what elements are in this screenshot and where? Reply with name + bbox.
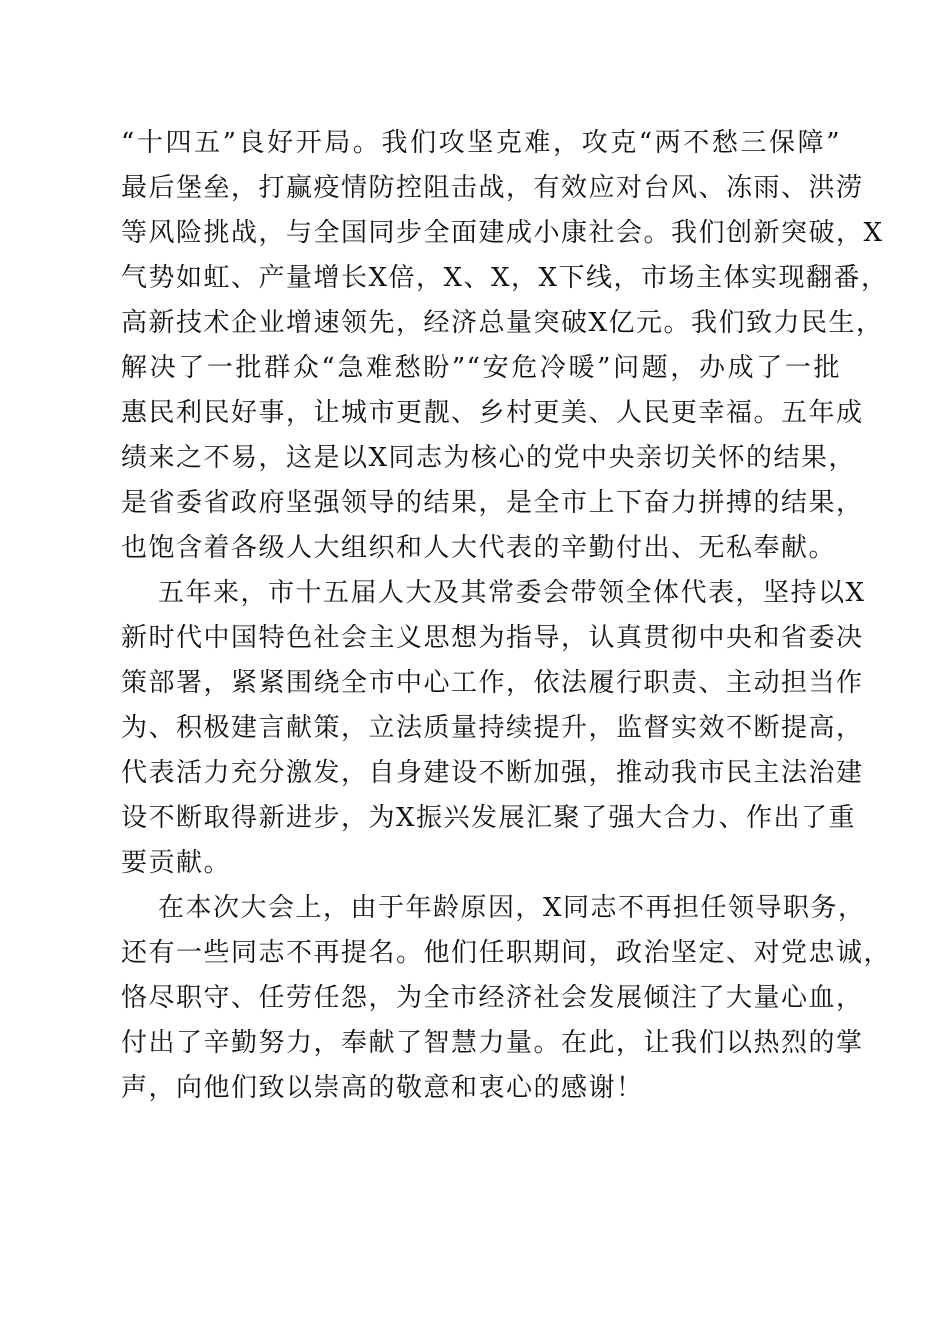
paragraph-2-line: 为、积极建言献策，立法质量持续提升，监督实效不断提高，	[121, 713, 864, 743]
paragraph-1-line: 解决了一批群众“急难愁盼”“安危冷暖”问题，办成了一批	[121, 353, 841, 383]
paragraph-3-line: 在本次大会上，由于年龄原因，X同志不再担任领导职务，	[158, 893, 866, 923]
paragraph-1-line: 也饱含着各级人大组织和人大代表的辛勤付出、无私奉献。	[121, 533, 837, 563]
paragraph-1-line: 高新技术企业增速领先，经济总量突破X亿元。我们致力民生，	[121, 308, 884, 338]
paragraph-3-line: 声，向他们致以崇高的敬意和衷心的感谢！	[121, 1073, 644, 1103]
paragraph-1-line: 气势如虹、产量增长X倍，X、X，X下线，市场主体实现翻番，	[121, 263, 889, 293]
paragraph-3-line: 恪尽职守、任劳任怨，为全市经济社会发展倾注了大量心血，	[121, 983, 864, 1013]
paragraph-3-line: 还有一些同志不再提名。他们任职期间，政治坚定、对党忠诚，	[121, 938, 892, 968]
paragraph-1-line: 是省委省政府坚强领导的结果，是全市上下奋力拼搏的结果，	[121, 488, 864, 518]
paragraph-1-line: 绩来之不易，这是以X同志为核心的党中央亲切关怀的结果，	[121, 443, 857, 473]
paragraph-1-line: “十四五”良好开局。我们攻坚克难，攻克“两不愁三保障”	[121, 128, 841, 158]
paragraph-3-line: 付出了辛勤努力，奉献了智慧力量。在此，让我们以热烈的掌	[121, 1028, 864, 1058]
paragraph-1-line: 惠民利民好事，让城市更靓、乡村更美、人民更幸福。五年成	[121, 398, 864, 428]
paragraph-2-line: 策部署，紧紧围绕全市中心工作，依法履行职责、主动担当作	[121, 668, 864, 698]
paragraph-2-line: 设不断取得新进步，为X振兴发展汇聚了强大合力、作出了重	[121, 803, 857, 833]
paragraph-1-line: 等风险挑战，与全国同步全面建成小康社会。我们创新突破，X	[121, 218, 884, 248]
paragraph-2-line: 新时代中国特色社会主义思想为指导，认真贯彻中央和省委决	[121, 623, 864, 653]
paragraph-1-line: 最后堡垒，打赢疫情防控阻击战，有效应对台风、冻雨、洪涝	[121, 173, 864, 203]
paragraph-2-line: 代表活力充分激发，自身建设不断加强，推动我市民主法治建	[121, 758, 864, 788]
document-body	[121, 121, 892, 1111]
paragraph-2-line: 要贡献。	[121, 848, 232, 878]
paragraph-2-line: 五年来，市十五届人大及其常委会带领全体代表，坚持以X	[158, 578, 866, 608]
